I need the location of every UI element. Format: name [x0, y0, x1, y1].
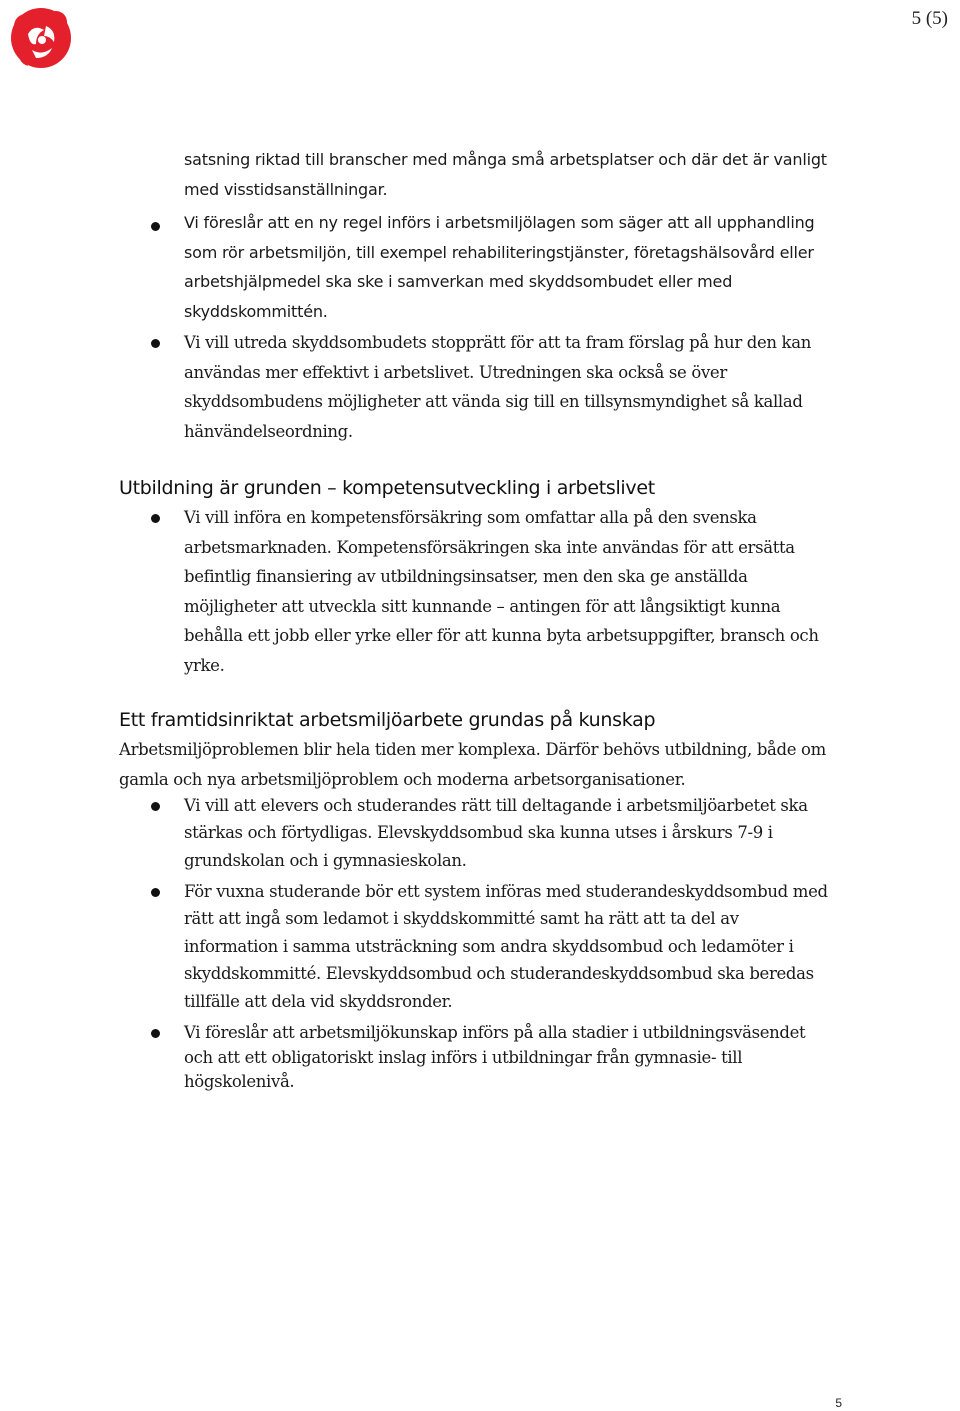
list-item: För vuxna studerande bör ett system införas med studerandeskyddsombud med rätt att ingå som ledamot i skyddskommitté samt ha rätt att ta del av information i samma utsträckning som andra skyddsombud och ledamöter i skyddskommitté. Elevskyddsombud och studerandeskyddsombud ska beredas tillfälle att dela vid skyddsronder. — [184, 882, 828, 1011]
bullet-icon — [151, 888, 160, 897]
list-item: Vi vill utreda skyddsombudets stopprätt för att ta fram förslag på hur den kan användas mer effektivt i arbetslivet. Utredningen ska också se över skyddsombudens möjligheter att vända sig till en tillsynsmyndighet så kallad hänvändelseordning. — [184, 333, 811, 441]
bullet-icon — [151, 222, 160, 231]
bullet-icon — [151, 514, 160, 523]
bullet-icon — [151, 339, 160, 348]
continuation-text: satsning riktad till branscher med många små arbetsplatser och där det är vanligt med visstidsanställningar. — [184, 150, 827, 199]
bullet-icon — [151, 802, 160, 811]
section-heading: Ett framtidsinriktat arbetsmiljöarbete grundas på kunskap — [119, 709, 656, 731]
rose-logo-icon — [6, 4, 74, 72]
page-indicator: 5 (5) — [911, 8, 948, 29]
list-item: Vi vill införa en kompetensförsäkring som omfattar alla på den svenska arbetsmarknaden. Kompetensförsäkringen ska inte användas för att ersätta befintlig finansiering av utbildningsinsatser, men den ska ge anställda möjligheter att utveckla sitt kunnande – antingen för att långsiktigt kunna behålla ett jobb eller yrke eller för att kunna byta arbetsuppgifter, bransch och yrke. — [184, 508, 819, 675]
section-intro: Arbetsmiljöproblemen blir hela tiden mer komplexa. Därför behövs utbildning, både om gamla och nya arbetsmiljöproblem och moderna arbetsorganisationer. — [119, 740, 826, 789]
section-heading: Utbildning är grunden – kompetensutveckling i arbetslivet — [119, 477, 655, 499]
list-item: Vi föreslår att en ny regel införs i arbetsmiljölagen som säger att all upphandling som rör arbetsmiljön, till exempel rehabiliteringstjänster, företagshälsovård eller arbetshjälpmedel ska ske i samverkan med skyddsombudet eller med skyddskommittén. — [184, 213, 815, 321]
footer-page-number: 5 — [835, 1396, 842, 1410]
list-item: Vi vill att elevers och studerandes rätt till deltagande i arbetsmiljöarbetet ska stärkas och förtydligas. Elevskyddsombud ska kunna utses i årskurs 7-9 i grundskolan och i gymnasieskolan. — [184, 796, 808, 870]
bullet-icon — [151, 1029, 160, 1038]
list-item: Vi föreslår att arbetsmiljökunskap införs på alla stadier i utbildningsväsendet och att ett obligatoriskt inslag införs i utbildningar från gymnasie- till högskolenivå. — [184, 1023, 806, 1091]
